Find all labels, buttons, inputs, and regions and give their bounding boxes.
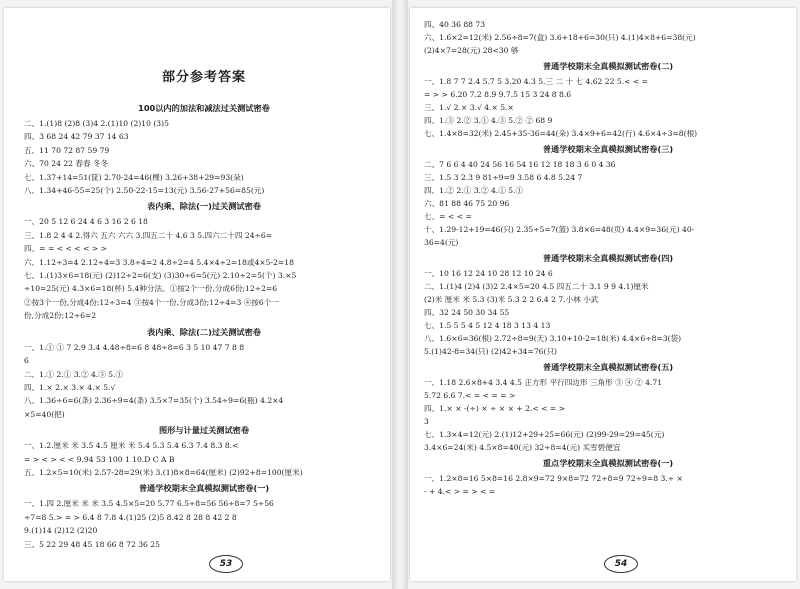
section-title: 普通学校期末全真模拟测试密卷(四) bbox=[542, 253, 674, 263]
answer-line: 四、3 68 24 42 79 37 14 63 bbox=[24, 132, 129, 142]
answer-line: 一、1.2×8=16 5×8=16 2.8×9=72 9×8=72 72÷8=9 72÷9=8 3.÷ × bbox=[424, 474, 683, 483]
answer-line: 二、1.① 2.① 3.② 4.③ 5.① bbox=[24, 369, 124, 379]
answer-line: ×5=40(把) bbox=[24, 409, 65, 419]
answer-line: 四、1.② 2.① 3.② 4.① 5.① bbox=[424, 186, 524, 195]
answer-line: 5.(1)42-8=34(只) (2)42+34=76(只) bbox=[424, 347, 558, 356]
answer-line: 三、5 22 29 48 45 18 66 8 72 36 25 bbox=[24, 539, 160, 549]
answer-line: 9.(1)14 (2)12 (2)20 bbox=[24, 526, 98, 536]
answer-line: 36=4(元) bbox=[424, 238, 459, 247]
answer-line: 一、1.8 7 7 2.4 5.7 5 3.20 4.3 5.三 二 十 七 4.62 22 5.< < = bbox=[424, 77, 649, 86]
answer-line: 八、1.6×6=36(根) 2.72÷8=9(天) 3.10+10-2=18(米) 4.4×6÷8=3(袋) bbox=[424, 334, 682, 343]
section-title: 表内乘、除法(二)过关测试密卷 bbox=[147, 326, 261, 337]
answer-line: 五、11 70 72 87 59 79 bbox=[24, 145, 110, 155]
book-gutter bbox=[392, 0, 408, 589]
answer-line: 3 bbox=[424, 417, 429, 426]
answer-line: 一、1.2.厘米 米 3.5 4.5 厘米 米 5.4 5.3 5.4 6.3 7.4 8.3 8.< bbox=[24, 441, 239, 451]
answer-line: 二、7 6 6 4 40 24 56 16 54 16 12 18 18 3 6 0 4 36 bbox=[424, 160, 616, 169]
answer-line: ②按3个一份,分成4份;12÷3=4 ③按4个一份,分成3份;12÷4=3 ④按6个一 bbox=[24, 297, 279, 307]
section-title: 重点学校期末全真模拟测试密卷(一) bbox=[542, 458, 674, 468]
answer-line: 四、= = < < < < > > bbox=[24, 244, 107, 254]
answer-line: 六、70 24 22 春春 冬冬 bbox=[24, 159, 109, 169]
section-title: 图形与计量过关测试密卷 bbox=[158, 425, 250, 436]
answer-line: 七、1.37+14=51(筐) 2.70-24=46(棵) 3.26+38+29=93(朵) bbox=[24, 172, 244, 182]
section-title: 100以内的加法和减法过关测试密卷 bbox=[138, 103, 270, 113]
section-title: 普通学校期末全真模拟测试密卷(五) bbox=[542, 362, 674, 372]
answer-line: 一、20 5 12 6 24 4 6 3 16 2 6 18 bbox=[24, 217, 148, 227]
answer-line: 四、1.③ 2.② 3.① 4.③ 5.② ② 68 9 bbox=[424, 116, 553, 125]
answer-line: 六、1.12÷3=4 2.12÷4=3 3.8÷4=2 4.8÷2=4 5.4×4÷2=18或4×5-2=18 bbox=[24, 257, 294, 267]
answer-line: 四、1.× × -(÷) × ÷ × × + 2.< < = > bbox=[424, 404, 566, 413]
section-title: 普通学校期末全真模拟测试密卷(一) bbox=[138, 483, 270, 494]
answer-line: = > < > < < 9.94 53 100 1 10.D C A B bbox=[24, 454, 175, 464]
right-page bbox=[410, 8, 796, 581]
answer-line: 6 bbox=[24, 356, 29, 366]
answer-line: 四、1.× 2.× 3.× 4.× 5.√ bbox=[24, 382, 116, 392]
answer-line: 一、1.四 2.厘米 米 米 3.5 4.5×5=20 5.77 6.5÷8=56 56÷8=7 5÷56 bbox=[24, 499, 274, 509]
answer-line: (2)4×7=28(元) 28<30 够 bbox=[424, 46, 519, 55]
answer-line: = > > 6.20 7.2 8.9 9.7.5 15 3 24 8 8.6 bbox=[424, 90, 572, 99]
answer-line: 二、1.(1)4 (2)4 (3)2 2.4×5=20 4.5 四五二十 3.1 9 9 4.1)厘米 bbox=[424, 282, 649, 291]
answer-line: ÷7=8 5.> = > 6.4 8 7.8 4.(1)25 (2)5 8.42 8 28 8 42 2 8 bbox=[24, 512, 237, 522]
answer-line: 七、1.5 5 5 4 5 12 4 18 3 13 4 13 bbox=[424, 321, 551, 330]
answer-line: 三、1.5 3 2.3 9 81÷9=9 3.58 6 4.8 5.24 7 bbox=[424, 173, 583, 182]
answer-line: 三、1.8 2 4 4 2.得六 五六 六六 3.四五二十 4.6 3 5.四六二十四 24÷6= bbox=[24, 230, 273, 240]
answer-line: 份,分成2份;12÷6=2 bbox=[24, 311, 97, 321]
answer-line: 八、1.34+46-55=25(个) 2.50-22-15=13(元) 3.56-27+56=85(元) bbox=[24, 186, 265, 196]
answer-line: 六、81 88 46 75 20 96 bbox=[424, 199, 510, 208]
answer-line: 五、1.2×5=10(米) 2.57-28=29(米) 3.(1)8×8=64(厘米) (2)92+8=100(厘米) bbox=[24, 467, 303, 477]
page-number-left: 53 bbox=[209, 555, 243, 573]
answer-line: - + 4.< > = > < = bbox=[424, 487, 496, 496]
answer-line: 一、1.① ① 7 2.9 3.4 4.48÷8=6 8 48÷8=6 3 5 10 47 7 8 8 bbox=[24, 342, 245, 352]
answer-line: (2)米 厘米 米 5.3 (3)米 5.3 2 2 6.4 2 7.小林 小武 bbox=[424, 295, 599, 304]
answer-line: 七、1.3×4=12(元) 2.(1)12+29+25=66(元) (2)99-29=29=45(元) bbox=[424, 430, 665, 439]
section-title: 普通学校期末全真模拟测试密卷(二) bbox=[542, 61, 674, 71]
section-title: 表内乘、除法(一)过关测试密卷 bbox=[147, 201, 261, 212]
answer-line: 七、1.(1)3×6=18(元) (2)12÷2=6(支) (3)30÷6=5(元) 2.10÷2=5(个) 3.×5 bbox=[24, 271, 297, 281]
left-page bbox=[4, 8, 390, 581]
answer-line: 一、10 16 12 24 10 28 12 10 24 6 bbox=[424, 269, 553, 278]
answer-line: 三、1.√ 2.× 3.√ 4.× 5.× bbox=[424, 103, 514, 112]
page-title: 部分参考答案 bbox=[161, 70, 246, 85]
left-page-content bbox=[24, 26, 384, 551]
answer-line: 四、40 36 88 73 bbox=[424, 20, 486, 29]
answer-line: 3.4×6=24(米) 4.5×8=40(元) 32÷8=4(元) 买雪碧便宜 bbox=[424, 443, 621, 452]
answer-line: 5.72 6.6 7.< = < = = > bbox=[424, 391, 516, 400]
answer-line: 六、1.6×2=12(米) 2.56÷8=7(盒) 3.6+18+6=30(只) 4.(1)4×8+6=38(元) bbox=[424, 33, 696, 42]
answer-line: ÷10=25(元) 4.3×6=18(杯) 5.4种分法。①按2个一份,分成6份;12÷2=6 bbox=[24, 284, 278, 294]
answer-line: 七、1.4×8=32(米) 2.45+35-36=44(朵) 3.4×9+6=42(行) 4.6×4÷3=8(根) bbox=[424, 129, 698, 138]
answer-line: 八、1.36÷6=6(条) 2.36÷9=4(条) 3.5×7=35(个) 3.54÷9=6(瓶) 4.2×4 bbox=[24, 396, 284, 406]
answer-line: 二、1.(1)8 (2)8 (3)4 2.(1)10 (2)10 (3)5 bbox=[24, 119, 169, 128]
answer-line: 四、32 24 50 30 34 55 bbox=[424, 308, 510, 317]
section-title: 普通学校期末全真模拟测试密卷(三) bbox=[542, 144, 674, 154]
right-page-content bbox=[424, 18, 792, 498]
answer-line: 一、1.18 2.6×8+4 3.4 4.5 正方形 平行四边形 三角形 ③ ④ ② 4.71 bbox=[424, 378, 663, 387]
page-number-right: 54 bbox=[604, 555, 638, 573]
answer-line: 七、= < < = bbox=[424, 212, 472, 221]
answer-line: 十、1.29-12+19=46(只) 2.35÷5=7(篮) 3.8×6=48(页) 4.4×9=36(元) 40- bbox=[424, 225, 695, 234]
